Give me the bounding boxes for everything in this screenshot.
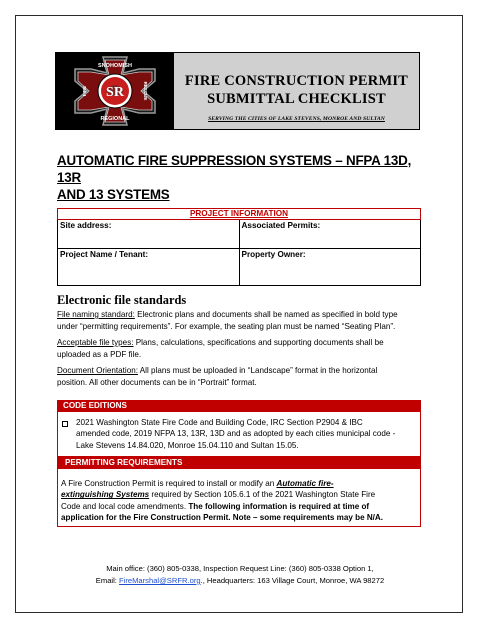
orientation-text: All plans must be uploaded in “Landscape” format in the horizontal [137,366,378,375]
fire-marshal-email-link[interactable]: FireMarshal@SRFR.org [119,576,201,585]
file-naming-label: File naming standard: [57,310,135,319]
permit-text-3b: The following information is required at time of [188,501,370,511]
orientation-paragraph [57,365,424,388]
document-title-line2: AND 13 SYSTEMS [57,187,170,202]
permit-text-2b: required by Section 105.6.1 of the 2021 Washington State Fire [149,490,376,500]
site-address-field[interactable]: Site address: [58,220,240,249]
title-cell [174,53,419,129]
permit-text-4: application for the Fire Construction Permit. Note – some requirements may be N/A. [61,512,384,522]
project-name-field[interactable]: Project Name / Tenant: [58,249,240,286]
permit-text-2a: extinguishing Systems [61,490,150,500]
fire-department-logo [73,55,157,127]
permitting-requirements-text [61,478,419,523]
document-title-line1: AUTOMATIC FIRE SUPPRESSION SYSTEMS – NFPA 13D, 13R [57,153,412,185]
orientation-text-2: position. All other documents can be in “Portrait” format. [57,377,257,387]
property-owner-field[interactable]: Property Owner: [239,249,421,286]
serving-cities-text: SERVING THE CITIES OF LAKE STEVENS, MONROE AND SULTAN [208,116,385,122]
permit-title-line1: FIRE CONSTRUCTION PERMIT [184,73,409,89]
table-row [58,220,421,249]
code-editions-heading: CODE EDITIONS [57,400,421,412]
logo-center-text: SR [105,85,124,100]
code-editions-line1: 2021 Washington State Fire Code and Building Code, IRC Section P2904 & IBC [76,418,363,427]
project-info-header-row [58,209,421,220]
logo-top-text: SNOHOMISH [97,63,132,69]
orientation-label: Document Orientation: [57,366,138,375]
permit-text-3a: Code and local code amendments. [61,501,189,511]
logo-cell [56,53,174,129]
logo-bottom-text: REGIONAL [99,116,130,122]
footer-email-label: Email: [95,576,120,585]
file-types-text-2: uploaded as a PDF file. [57,349,142,359]
file-types-text: Plans, calculations, specifications and supporting documents shall be [133,338,384,347]
logo-left-text: FIRE [81,85,87,97]
header-box [55,52,420,130]
document-title [57,152,417,203]
code-editions-text [76,417,416,451]
permit-text-1b: Automatic fire- [276,479,334,488]
project-info-heading: PROJECT INFORMATION [58,209,421,220]
table-row [58,249,421,286]
footer-line1: Main office: (360) 805-0338, Inspection Request Line: (360) 805-0338 Option 1, [106,564,374,573]
footer-address: ., Headquarters: 163 Village Court, Monroe, WA 98272 [200,576,385,585]
electronic-file-standards-heading: Electronic file standards [57,293,187,307]
file-naming-text-2: under “permitting requirements”. For example, the seating plan must be named “Seating Plan”. [57,321,396,331]
code-editions-checkbox[interactable] [62,421,68,427]
file-naming-paragraph [57,309,424,332]
file-types-paragraph [57,337,424,360]
file-naming-text: Electronic plans and documents shall be named as specified in bold type [134,310,398,319]
permitting-requirements-heading: PERMITTING REQUIREMENTS [57,457,421,469]
logo-right-text: RESCUE [142,81,148,101]
file-types-label: Acceptable file types: [57,338,134,347]
code-editions-line2: amended code, 2019 NFPA 13, 13R, 13D and as adopted by each cities municipal code - [76,429,396,439]
code-editions-line3: Lake Stevens 14.84.020, Monroe 15.04.110 and Sultan 15.05. [76,440,299,450]
project-information-table [57,208,421,286]
footer-line2 [0,575,480,587]
associated-permits-field[interactable]: Associated Permits: [239,220,421,249]
permit-text-1a: A Fire Construction Permit is required to install or modify an [61,479,277,488]
permit-title-line2: SUBMITTAL CHECKLIST [207,91,386,107]
